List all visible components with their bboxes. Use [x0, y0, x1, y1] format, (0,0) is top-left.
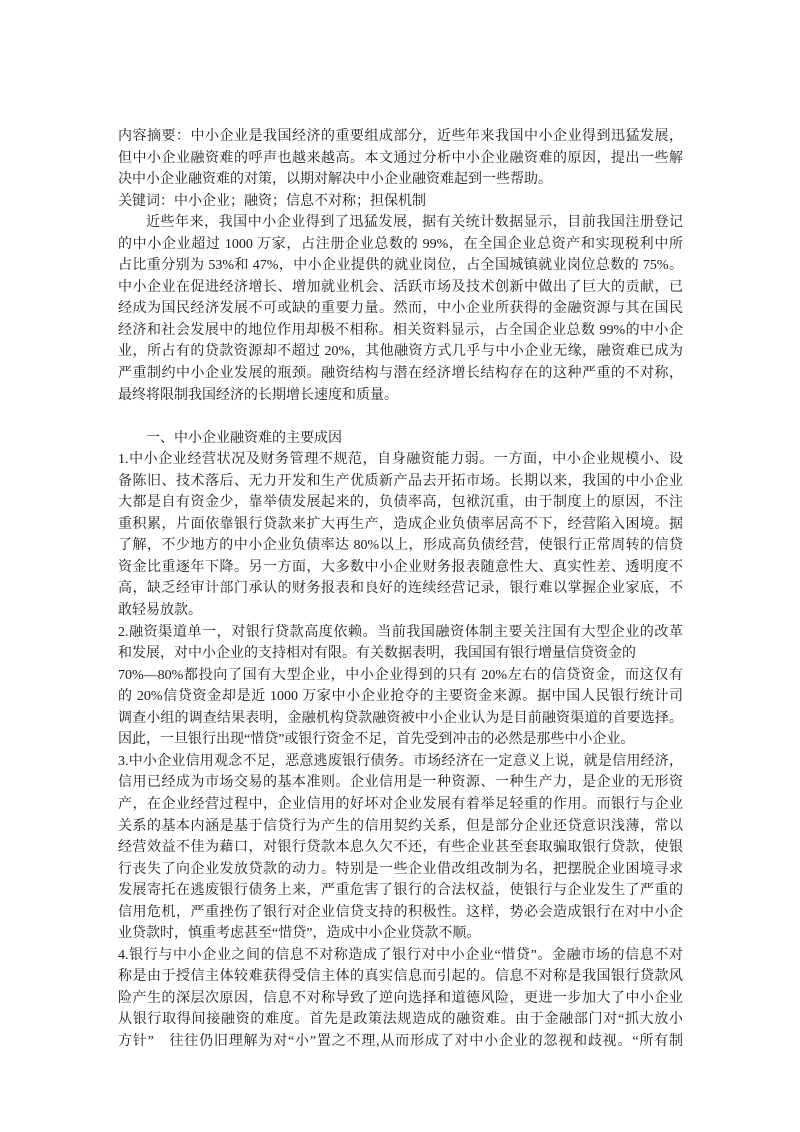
- text-line-abstract: 决中小企业融资难的对策，以期对解决中小企业融资难起到一些帮助。: [118, 172, 552, 188]
- text-line-body: 从银行取得间接融资的难度。首先是政策法规造成的融资难。由于金融部门对“抓大放小: [118, 1012, 683, 1028]
- text-line-body: 经成为国民经济发展不可或缺的重要力量。然而，中小企业所获得的金融资源与其在国民: [118, 301, 683, 317]
- text-line-body: 险产生的深层次原因，信息不对称导致了逆向选择和道德风险，更进一步加大了中小企业: [118, 990, 683, 1006]
- text-line-body: 敢轻易放款。: [118, 603, 202, 619]
- text-line-abstract: 但中小企业融资难的呼声也越来越高。本文通过分析中小企业融资难的原因，提出一些解: [118, 150, 683, 166]
- text-line-body: 信用已经成为市场交易的基本准则。企业信用是一种资源、一种生产力，是企业的无形资: [118, 775, 683, 791]
- text-line-body: 关系的基本内涵是基于信贷行为产生的信用契约关系，但是部分企业还贷意识浅薄，常以: [118, 818, 683, 834]
- text-line-body: 最终将限制我国经济的长期增长速度和质量。: [118, 387, 398, 403]
- text-line-body: 高，缺乏经审计部门承认的财务报表和良好的连续经营记录，银行难以掌握企业家底，不: [118, 581, 683, 597]
- text-line-body: 经营效益不佳为藉口，对银行贷款本息久欠不还，有些企业甚至套取骗取银行贷款，使银: [118, 840, 683, 856]
- text-line-body: 近些年来，我国中小企业得到了迅猛发展，据有关统计数据显示，目前我国注册登记: [146, 215, 683, 231]
- text-line-body: 70%—80%都投向了国有大型企业，中小企业得到的只有 20%左右的信贷资金，而这仅有: [118, 667, 683, 683]
- text-line-body: 大都是自有资金少，靠举债发展起来的，负债率高，包袱沉重，由于制度上的原因，不注: [118, 495, 683, 511]
- text-line-body: 3.中小企业信用观念不足，恶意逃废银行债务。市场经济在一定意义上说，就是信用经济，: [118, 753, 683, 769]
- text-line-body: 重积累，片面依靠银行贷款来扩大再生产，造成企业负债率居高不下，经营陷入困境。据: [118, 516, 683, 532]
- text-line-body: 因此，一旦银行出现“惜贷”或银行资金不足，首先受到冲击的必然是那些中小企业。: [118, 732, 635, 748]
- document-text-block: [118, 126, 683, 1053]
- text-line-body: 备陈旧、技术落后、无力开发和生产优质新产品去开拓市场。长期以来，我国的中小企业: [118, 473, 683, 489]
- text-line-body: 业，所占有的贷款资源却不超过 20%，其他融资方式几乎与中小企业无缘，融资难已成为: [118, 344, 683, 360]
- text-line-body: 经济和社会发展中的地位作用却极不相称。相关资料显示，占全国企业总数 99%的中小企: [118, 322, 683, 338]
- text-line-body: 称是由于授信主体较难获得受信主体的真实信息而引起的。信息不对称是我国银行贷款风: [118, 969, 683, 985]
- text-line-heading: 一、中小企业融资难的主要成因: [146, 430, 342, 446]
- text-line-body: 了解，不少地方的中小企业负债率达 80%以上，形成高负债经营，使银行正常周转的信贷: [118, 538, 683, 554]
- text-line-body: 调查小组的调查结果表明，金融机构贷款融资被中小企业认为是目前融资渠道的首要选择。: [118, 710, 683, 726]
- text-line-body: 产，在企业经营过程中，企业信用的好坏对企业发展有着举足轻重的作用。而银行与企业: [118, 796, 683, 812]
- text-line-body: 发展寄托在逃废银行债务上来，严重危害了银行的合法权益，使银行与企业发生了严重的: [118, 883, 683, 899]
- text-line-body: 的 20%信贷资金却是近 1000 万家中小企业抢夺的主要资金来源。据中国人民银行统计司: [118, 689, 683, 705]
- text-line-abstract: 内容摘要：中小企业是我国经济的重要组成部分，近些年来我国中小企业得到迅猛发展，: [118, 129, 683, 144]
- text-line-body: 方针” 往往仍旧理解为对“小”置之不理,从而形成了对中小企业的忽视和歧视。“所有制: [118, 1033, 683, 1049]
- text-line-body: 资金比重逐年下降。另一方面，大多数中小企业财务报表随意性大、真实性差、透明度不: [118, 559, 683, 575]
- text-line-body: 和发展，对中小企业的支持相对有限。有关数据表明，我国国有银行增量信贷资金的: [118, 646, 636, 662]
- text-line-body: 行丧失了向企业发放贷款的动力。特别是一些企业借改组改制为名，把摆脱企业困境寻求: [118, 861, 683, 877]
- text-line-body: 信用危机，严重挫伤了银行对企业信贷支持的积极性。这样，势必会造成银行在对中小企: [118, 904, 683, 920]
- text-line-keywords: 关键词：中小企业；融资；信息不对称；担保机制: [118, 193, 426, 209]
- text-line-body: 严重制约中小企业发展的瓶颈。融资结构与潜在经济增长结构存在的这种严重的不对称，: [118, 366, 683, 382]
- text-line-body: 的中小企业超过 1000 万家，占注册企业总数的 99%，在全国企业总资产和实现税利中所: [118, 236, 683, 252]
- text-line-body: 2.融资渠道单一，对银行贷款高度依赖。当前我国融资体制主要关注国有大型企业的改革: [118, 624, 683, 640]
- text-line-body: 占比重分别为 53%和 47%，中小企业提供的就业岗位，占全国城镇就业岗位总数的 75%。: [118, 258, 683, 274]
- text-line-body: 1.中小企业经营状况及财务管理不规范，自身融资能力弱。一方面，中小企业规模小、设: [118, 452, 683, 468]
- text-line-body: 4.银行与中小企业之间的信息不对称造成了银行对中小企业“惜贷”。金融市场的信息不对: [118, 947, 683, 963]
- text-line-body: 业贷款时，慎重考虑甚至“惜贷”，造成中小企业贷款不顺。: [118, 926, 481, 942]
- text-line-body: 中小企业在促进经济增长、增加就业机会、活跃市场及技术创新中做出了巨大的贡献，已: [118, 279, 683, 295]
